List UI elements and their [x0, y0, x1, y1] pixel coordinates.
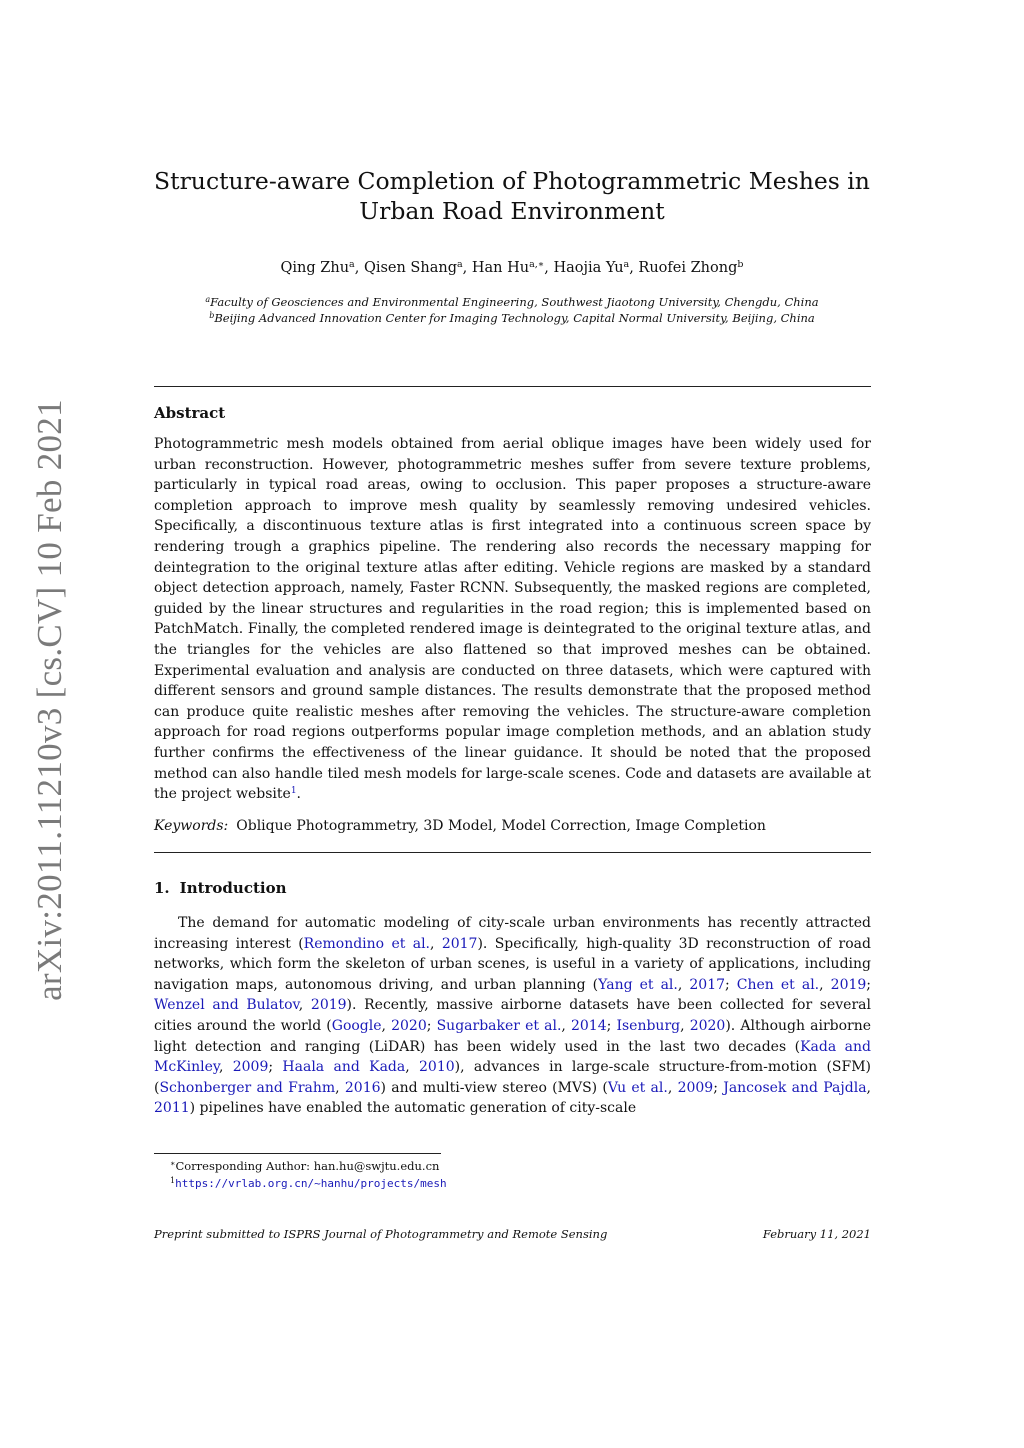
citation-link[interactable]: 2020: [391, 1017, 427, 1034]
body-text: The demand for automatic modeling of city-scale urban environments has recently attracted increasing interest (: [154, 915, 871, 952]
footer-date: February 11, 2021: [762, 1227, 871, 1241]
citation-link[interactable]: 2019: [310, 997, 347, 1014]
citation-link[interactable]: Sugarbaker et al.: [436, 1017, 562, 1034]
author-name: Haojia Yu: [553, 260, 624, 276]
citation-link[interactable]: Yang et al.: [598, 976, 678, 993]
citation-link[interactable]: 2019: [830, 976, 867, 993]
author-name: Qing Zhu: [280, 260, 350, 276]
citation-link[interactable]: Wenzel and Bulatov: [154, 997, 299, 1014]
body-text: ). Recently, massive airborne datasets have been collected for several cities around the world (: [154, 997, 871, 1034]
affiliation-text: Faculty of Geosciences and Environmental Engineering, Southwest Jiaotong University, Chengdu, China: [210, 295, 819, 309]
citation-link[interactable]: Jancosek and Pajdla: [723, 1079, 867, 1096]
citation-link[interactable]: 2020: [689, 1017, 726, 1034]
author-affil-mark: b: [737, 259, 744, 270]
footnote-website: [170, 1176, 447, 1191]
author-list: Qing Zhu$^a$, Qisen Shang$^a$, Han $Hu^{a,∗}$, Haojia Yu$^a$, Ruofei Zhong$^b$: [280, 259, 744, 276]
section-number: 1.: [154, 879, 170, 897]
citation-link[interactable]: Remondino et al.: [303, 935, 430, 952]
abstract-bottom-rule: [154, 852, 871, 853]
author-name: Han Hu: [471, 260, 530, 276]
body-text: ). Specifically, high-quality 3D reconstruction of road networks, which form the skeleton of urban scenes, is useful in a variety of applications, including navigation maps, autonomous driving, and urban planning (: [154, 935, 871, 993]
body-text: ,: [335, 1079, 345, 1096]
affiliation: [154, 294, 870, 310]
affiliations: [154, 294, 870, 326]
arxiv-identifier: arXiv:2011.11210v3 [cs.CV] 10 Feb 2021: [30, 399, 69, 1001]
body-text: ;: [268, 1059, 283, 1076]
body-text: ,: [677, 976, 690, 993]
body-text: ;: [866, 976, 872, 993]
footnote-corresponding: [170, 1159, 439, 1174]
citation-link[interactable]: Kada and McKinley: [154, 1038, 872, 1076]
body-text: ,: [866, 1079, 871, 1096]
citation-link[interactable]: Chen et al.: [736, 976, 820, 993]
footnote-mark: 1: [170, 1176, 176, 1185]
citation-link[interactable]: 2014: [570, 1017, 607, 1034]
citation-link[interactable]: 2010: [419, 1059, 455, 1076]
page-footer: [154, 1227, 871, 1241]
citation-link[interactable]: Haala and Kada: [282, 1059, 406, 1076]
affiliation: [154, 310, 870, 326]
footnote-text: Corresponding Author: han.hu@swjtu.edu.cn: [175, 1159, 440, 1173]
body-text: ,: [680, 1017, 690, 1034]
body-text: ,: [430, 935, 442, 952]
keywords: [154, 816, 871, 836]
affiliation-mark: b: [209, 311, 215, 320]
body-text: ,: [405, 1059, 420, 1076]
section-title: Introduction: [179, 879, 287, 897]
author-affil-mark: a: [623, 259, 630, 270]
body-text: ;: [725, 976, 737, 993]
author-name: Ruofei Zhong: [638, 260, 738, 276]
author-affil-mark: a: [349, 259, 355, 270]
body-text: ). Although airborne light detection and ranging (LiDAR) has been widely used in the last two decades (: [154, 1017, 872, 1055]
citation-link[interactable]: Isenburg: [616, 1017, 681, 1034]
author-affil-mark: a: [456, 259, 463, 270]
body-text: ,: [298, 997, 311, 1014]
abstract-body: [154, 434, 871, 805]
author-name: Qisen Shang: [363, 260, 457, 276]
body-text: ;: [713, 1079, 724, 1096]
footnote-ref-link[interactable]: 1: [290, 786, 297, 797]
citation-link[interactable]: Vu et al.: [607, 1079, 668, 1096]
footer-journal: Preprint submitted to ISPRS Journal of Photogrammetry and Remote Sensing: [154, 1227, 608, 1241]
affiliation-text: Beijing Advanced Innovation Center for Imaging Technology, Capital Normal University, Beijing, China: [214, 311, 815, 325]
project-url-link[interactable]: https://vrlab.org.cn/~hanhu/projects/mesh: [175, 1177, 447, 1190]
footnote-mark: ∗: [170, 1159, 176, 1168]
body-text: ,: [667, 1079, 678, 1096]
body-text: ;: [426, 1017, 437, 1034]
citation-link[interactable]: 2009: [232, 1059, 269, 1076]
keywords-text: Oblique Photogrammetry, 3D Model, Model Correction, Image Completion: [236, 818, 766, 834]
abstract-text: Photogrammetric mesh models obtained from aerial oblique images have been widely used for urban reconstruction. However, photogrammetric meshes suffer from severe texture problems, particularly in typical road areas, owing to occlusion. This paper proposes a structure-aware completion approach to improve mesh quality by seamlessly removing undesired vehicles. Specifically, a discontinuous texture atlas is first integrated into a continuous screen space by rendering trough a graphics pipeline. The rendering also records the necessary mapping for deintegration to the original texture atlas after editing. Vehicle regions are masked by a standard object detection approach, namely, Faster RCNN. Subsequently, the masked regions are completed, guided by the linear structures and regularities in the road region; this is implemented based on PatchMatch. Finally, the completed rendered image is deintegrated to the original texture atlas, and the triangles for the vehicles are also flattened so that improved meshes can be obtained. Experimental evaluation and analysis are conducted on three datasets, which were captured with different sensors and ground sample distances. The results demonstrate that the proposed method can produce quite realistic meshes after removing the vehicles. The structure-aware completion approach for road regions outperforms popular image completion methods, and an ablation study further confirms the effectiveness of the linear guidance. It should be noted that the proposed method can also handle tiled mesh models for large-scale scenes. Code and datasets are available at the project website: [154, 436, 871, 803]
intro-paragraph: [154, 913, 871, 1119]
body-text: ,: [819, 976, 831, 993]
citation-link[interactable]: Google: [331, 1017, 382, 1034]
section-heading: [154, 879, 287, 897]
body-text: ,: [561, 1017, 571, 1034]
citation-link[interactable]: 2017: [689, 976, 726, 993]
body-text: ,: [218, 1059, 233, 1076]
citation-link[interactable]: 2009: [677, 1079, 714, 1096]
body-text: ) pipelines have enabled the automatic generation of city-scale: [189, 1100, 637, 1117]
citation-link[interactable]: 2016: [344, 1079, 381, 1096]
citation-link[interactable]: 2011: [154, 1100, 190, 1117]
citation-link[interactable]: Schonberger and Frahm: [159, 1079, 336, 1096]
citation-link[interactable]: 2017: [441, 935, 478, 952]
author-affil-mark: a,∗: [529, 259, 545, 270]
affiliation-mark: a: [205, 295, 211, 304]
body-text: ,: [381, 1017, 392, 1034]
footnote-rule: [154, 1153, 441, 1154]
abstract-heading: Abstract: [154, 404, 226, 422]
body-text: ;: [606, 1017, 617, 1034]
abstract-end: .: [296, 786, 301, 803]
body-text: ), advances in large-scale structure-from-motion (SFM) (: [154, 1059, 872, 1096]
body-text: ) and multi-view stereo (MVS) (: [380, 1079, 608, 1096]
abstract-top-rule: [154, 386, 871, 387]
keywords-label: Keywords:: [154, 818, 229, 834]
paper-title: Structure-aware Completion of Photogrammetric Meshes in Urban Road Environment: [154, 167, 870, 225]
